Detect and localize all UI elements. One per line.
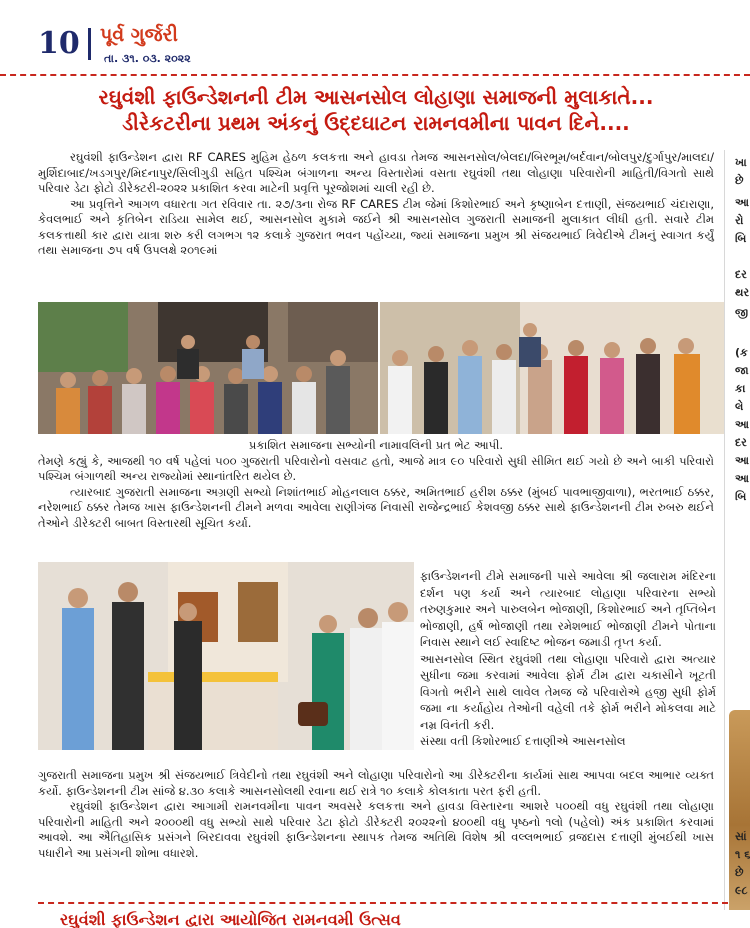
adjacent-text: ૯૮ [735, 884, 748, 897]
adjacent-text: દર [735, 268, 747, 281]
adjacent-text: ૧ ૬ [735, 848, 750, 861]
adjacent-text: છે [735, 866, 744, 879]
group-photo-left [38, 302, 378, 434]
adjacent-text: કા [735, 382, 746, 395]
paragraph-3: તેમણે કહ્યું કે, આજથી ૧૦ વર્ષ પહેલાં ૫૦૦ ગુજરાતી પરિવારોનો વસવાટ હતો, આજે માત્ર ૯૦ પરિવારો સુધી સીમિત થઈ ગયો છે અને બાકી પરિવારો પશ્ચિમ બંગાળથી અન્ય રાજ્યોમાં સ્થાનાંતરિત થયેલ છે. [38, 453, 714, 483]
adjacent-text: બિ [735, 232, 747, 245]
article-body-bottom [38, 768, 714, 861]
paragraph-8: રઘુવંશી ફાઉન્ડેશન દ્વારા આગામી રામનવમીના પાવન અવસરે કલકત્તા અને હાવડા વિસ્તારના આશરે ૫૦૦થી વધુ રઘુવંશી તથા લોહાણા પરિવારોની માહિતી અને ૨૦૦૦થી વધુ સભ્યો સાથે પરિવાર ડેટા ફોટો ડીરેક્ટરી ૨૦૨૨નો ૪૦૦થી વધુ પૃષ્ઠનો ૧લો (પહેલો) અંક પ્રકાશિત કરવામાં આવશે. આ ઐતિહાસિક પ્રસંગને બિરદાવવા રઘુવંશી ફાઉન્ડેશનના સ્થાપક તેમજ અતિથિ વિશેષ શ્રી વલ્લભભાઈ વ્રજદાસ દત્તાણી મુંબઈથી ખાસ પધારીને આ પ્રસંગની શોભા વધારશે. [38, 799, 714, 860]
adjacent-text: થર [735, 286, 750, 299]
photo-caption-continuation: પ્રકાશિત સમાજના સભ્યોની નામાવલિની પ્રત ભેટ આપી. [248, 438, 504, 452]
paragraph-7: ગુજરાતી સમાજના પ્રમુખ શ્રી સંજયભાઈ ત્રિવેદીનો તથા રઘુવંશી અને લોહાણા પરિવારોનો આ ડીરેક્ટરીના કાર્યમાં સાથ આપવા બદલ આભાર વ્યક્ત કર્યો. ફાઉન્ડેશનની ટીમ સાંજે ૪.૩૦ કલાકે આસનસોલથી રવાના થઈ રાત્રે ૧૦ કલાકે કોલકાતા પરત ફરી હતી. [38, 768, 714, 798]
adjacent-text: આ [735, 454, 749, 467]
article-body-middle [38, 438, 714, 531]
paragraph-7-start: સંસ્થા વતી કિશોરભાઈ દત્તાણીએ આસનસોલ [420, 734, 626, 748]
paragraph-2: આ પ્રવૃત્તિને આગળ વધારતા ગત રવિવાર તા. ૨૭/૩ના રોજ RF CARES ટીમ જેમાં કિશોરભાઈ અને કૃષ્ણાબેન દત્તાણી, સંજયભાઈ ચંદારાણા, કેવલભાઈ અને કૃતિબેન રાડિયા સામેલ થઈ, આસનસોલ મુકામે જઈને શ્રી આસનસોલ ગુજરાતી સમાજની મુલાકાત લીધી હતી. સવારે ટીમ કલકત્તાથી કાર દ્વારા યાત્રા શરુ કરી લગભગ ૧૨ કલાકે ગુજરાત ભવન પહોંચ્યા, જ્યાં સમાજના પ્રમુખ શ્રી સંજયભાઈ ત્રિવેદીએ ટીમનું સ્વાગત કર્યું તથા સમાજના ૭૫ વર્ષ ઉપલક્ષે ૨૦૧૯માં [38, 196, 714, 257]
next-article-headline: રઘુવંશી ફાઉન્ડેશન દ્વારા આયોજિત રામનવમી ઉત્સવ [60, 910, 401, 928]
adjacent-text: લે [735, 400, 744, 413]
adjacent-text: આ [735, 196, 749, 209]
adjacent-text: (ક [735, 346, 748, 359]
adjacent-text: રો [735, 214, 744, 227]
page-header [0, 0, 750, 70]
adjacent-text: બિ [735, 490, 747, 503]
adjacent-text: છે [735, 174, 744, 187]
issue-date: તા. ૩૧. ૦૩. ૨૦૨૨ [104, 52, 191, 65]
article-title [40, 84, 712, 136]
adjacent-text: આ [735, 418, 749, 431]
adjacent-text: દર [735, 436, 747, 449]
article-body-side [420, 568, 716, 750]
adjacent-column [724, 150, 750, 910]
group-photo-right [380, 302, 724, 434]
paragraph-4: ત્યારબાદ ગુજરાતી સમાજના અગ્રણી સભ્યો નિશાંતભાઈ મોહનલાલ ઠક્કર, અમિતભાઈ હરીશ ઠક્કર (મુંબઈ પાવભાજીવાળા), ભરતભાઈ ઠક્કર, નરેશભાઈ ઠક્કર તેમજ ખાસ ફાઉન્ડેશનની ટીમને મળવા આવેલા રાણીગંજ નિવાસી રાજેન્દ્રભાઈ કેશવજી ઠક્કર સાથે ફાઉન્ડેશનની ટીમ રુબરુ થઈને તેઓને ડીરેક્ટરી બાબત વિસ્તારથી સૂચિત કર્યા. [38, 484, 714, 530]
title-line-2: ડીરેકટરીના પ્રથમ અંકનું ઉદ્દઘાટન રામનવમીના પાવન દિને.... [122, 111, 630, 135]
footer-rule [38, 902, 728, 904]
masthead: પૂર્વ ગુર્જરી [100, 24, 178, 46]
paragraph-1: રઘુવંશી ફાઉન્ડેશન દ્વારા RF CARES મુહિમ હેઠળ કલકત્તા અને હાવડા તેમજ આસનસોલ/બેલદા/બિરભૂમ/બર્દવાન/બોલપુર/દુર્ગાપુર/માલદા/મુર્શિદાબાદ/ખડગપુર/મિદનાપુર/સિલીગુડી સહિત પશ્ચિમ બંગાળના અન્ય વિસ્તારોમાં વસતા રઘુવંશી તથા લોહાણા પરિવારોની માહિતી/વિગતો સાથે પરિવાર ડેટા ફોટો ડીરેક્ટરી-૨૦૨૨ પ્રકાશિત કરવા માટેની પ્રવૃત્તિ પૂરજોશમાં ચાલી રહી છે. [38, 150, 714, 195]
adjacent-text: જા [735, 364, 749, 377]
title-line-1: રઘુવંશી ફાઉન્ડેશનની ટીમ આસનસોલ લોહાણા સમાજની મુલાકાતે... [98, 85, 654, 109]
header-divider [88, 28, 91, 60]
paragraph-5: ફાઉન્ડેશનની ટીમે સમાજની પાસે આવેલા શ્રી જલારામ મંદિરના દર્શન પણ કર્યા અને ત્યારબાદ લોહાણા પરિવારના સભ્યો તરુણકુમાર અને પારુલબેન ભોજાણી, કિશોરભાઈ અને તૃપ્તિબેન ભોજાણી, હર્ષ ભોજાણી તથા રમેશભાઈ ભોજાણી ટીમને પોતાના નિવાસ સ્થાને લઈ સ્વાદિષ્ટ ભોજન જમાડી તૃપ્ત કર્યા. [420, 569, 716, 649]
adjacent-text: આ [735, 472, 749, 485]
article-body-top [38, 150, 714, 259]
paragraph-6: આસનસોલ સ્થિત રઘુવંશી તથા લોહાણા પરિવારો દ્વારા અત્યાર સુધીના જમા કરવામાં આવેલા ફોર્મ ટીમ દ્વારા ચકાસીને ખૂટતી વિગતો ભરીને સાથે લાવેલ તેમજ જે પરિવારોએ હજી સુધી ફોર્મ જમા ના કર્યાહોય તેઓની વહેલી તકે ફોર્મ ભરીને મોકલવા માટે નમ્ર વિનંતી કરી. [420, 651, 716, 732]
page-number: 10 [38, 26, 80, 61]
adjacent-text: સાં [735, 830, 747, 843]
adjacent-text: ખા [735, 156, 747, 169]
adjacent-text: જી [735, 306, 749, 319]
header-rule [0, 74, 750, 76]
temple-photo [38, 562, 414, 750]
food-photo [729, 710, 750, 910]
